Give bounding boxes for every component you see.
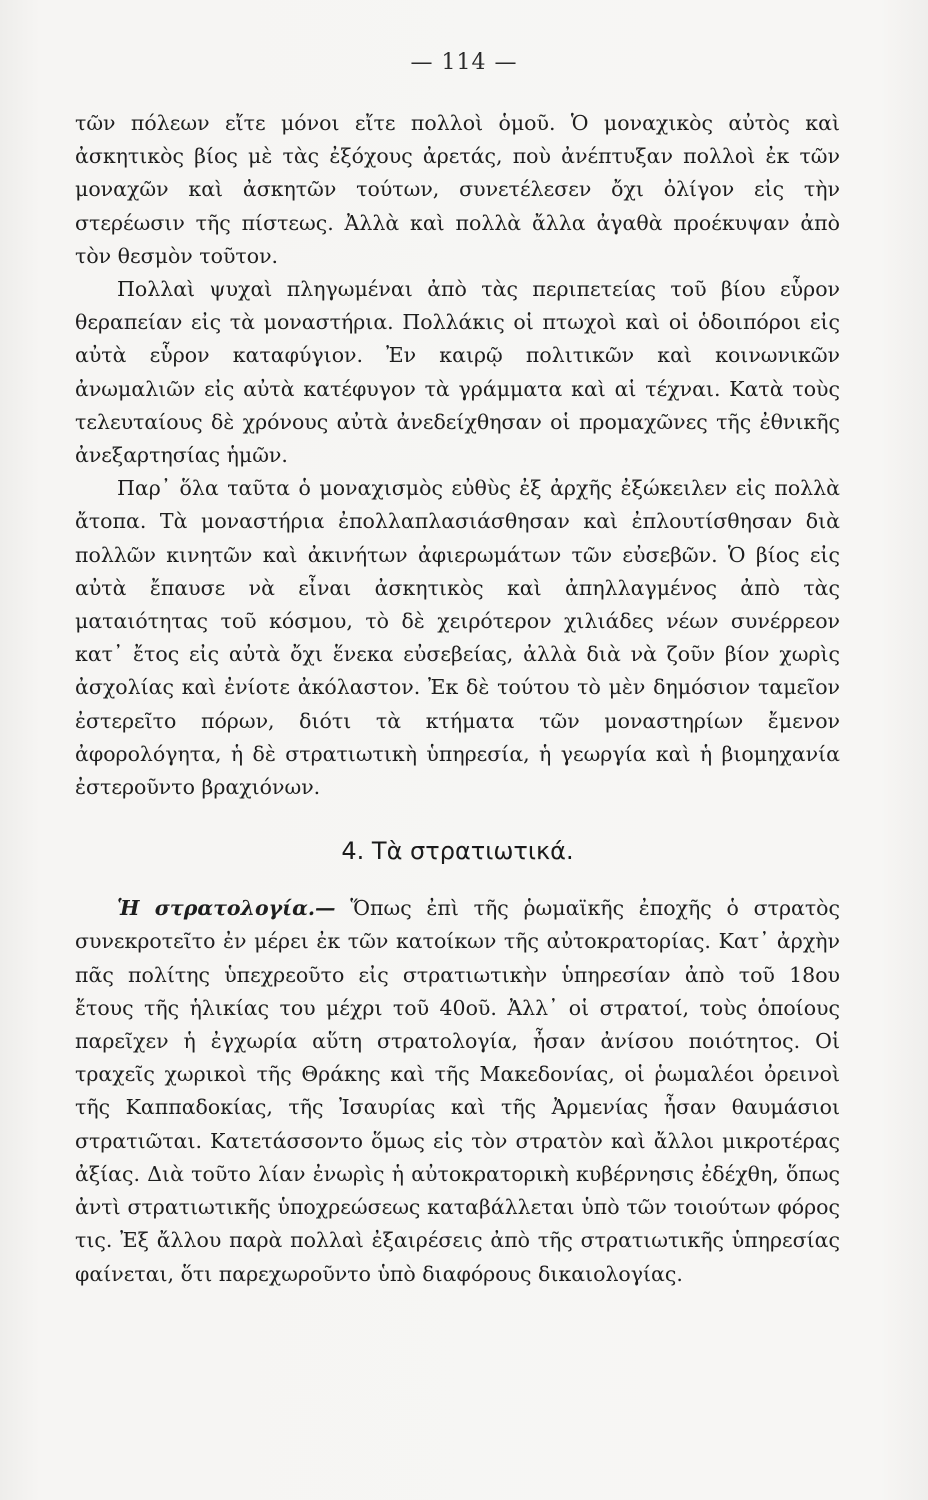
page-body — [75, 107, 840, 1291]
page-number: — 114 — — [410, 50, 518, 75]
subheading-conscription: Ἡ στρατολογία.— — [117, 896, 336, 921]
paragraph-continuation: τῶν πόλεων εἴτε μόνοι εἴτε πολλοὶ ὁμοῦ. Ὁ μοναχικὸς αὐτὸς καὶ ἀσκητικὸς βίος μὲ τὰς ἐξόχους ἀρετάς, ποὺ ἀνέπτυξαν πολλοὶ ἐκ τῶν μοναχῶν καὶ ἀσκητῶν τούτων, συνετέλεσεν ὄχι ὀλίγον εἰς τὴν στερέωσιν τῆς πίστεως. Ἀλλὰ καὶ πολλὰ ἄλλα ἀγαθὰ προέκυψαν ἀπὸ τὸν θεσμὸν τοῦτον. — [75, 111, 840, 268]
section-title: 4. Τὰ στρατιωτικά. — [341, 837, 574, 866]
paragraph-conscription — [75, 892, 840, 1290]
paragraph-monasticism-abuses: Παρ᾽ ὅλα ταῦτα ὁ μοναχισμὸς εὐθὺς ἐξ ἀρχῆς ἐξώκειλεν εἰς πολλὰ ἄτοπα. Τὰ μοναστήρια ἐπολλαπλασιάσθησαν καὶ ἐπλουτίσθησαν διὰ πολλῶν κινητῶν καὶ ἀκινήτων ἀφιερωμάτων τῶν εὐσεβῶν. Ὁ βίος εἰς αὐτὰ ἔπαυσε νὰ εἶναι ἀσκητικὸς καὶ ἀπηλλαγμένος ἀπὸ τὰς ματαιότητας τοῦ κόσμου, τὸ δὲ χειρότερον χιλιάδες νέων συνέρρεον κατ᾽ ἔτος εἰς αὐτὰ ὄχι ἕνεκα εὐσεβείας, ἀλλὰ διὰ νὰ ζοῦν βίον χωρὶς ἀσχολίας καὶ ἐνίοτε ἀκόλαστον. Ἐκ δὲ τούτου τὸ μὲν δημόσιον ταμεῖον ἐστερεῖτο πόρων, διότι τὰ κτήματα τῶν μοναστηρίων ἔμενον ἀφορολόγητα, ἡ δὲ στρατιωτικὴ ὑπηρεσία, ἡ γεωργία καὶ ἡ βιομηχανία ἐστεροῦντο βραχιόνων. — [75, 476, 840, 800]
paragraph-monasteries-benefits: Πολλαὶ ψυχαὶ πληγωμέναι ἀπὸ τὰς περιπετείας τοῦ βίου εὗρον θεραπείαν εἰς τὰ μοναστήρια. Πολλάκις οἱ πτωχοὶ καὶ οἱ ὁδοιπόροι εἰς αὐτὰ εὗρον καταφύγιον. Ἐν καιρῷ πολιτικῶν καὶ κοινωνικῶν ἀνωμαλιῶν εἰς αὐτὰ κατέφυγον τὰ γράμματα καὶ αἱ τέχναι. Κατὰ τοὺς τελευταίους δὲ χρόνους αὐτὰ ἀνεδείχθησαν οἱ προμαχῶνες τῆς ἐθνικῆς ἀνεξαρτησίας ἡμῶν. — [75, 277, 840, 468]
paragraph-conscription-text: Ὅπως ἐπὶ τῆς ῥωμαϊκῆς ἐποχῆς ὁ στρατὸς συνεκροτεῖτο ἐν μέρει ἐκ τῶν κατοίκων τῆς αὐτοκρατορίας. Κατ᾽ ἀρχὴν πᾶς πολίτης ὑπεχρεοῦτο εἰς στρατιωτικὴν ὑπηρεσίαν ἀπὸ τοῦ 18ου ἔτους τῆς ἡλικίας του μέχρι τοῦ 40οῦ. Ἀλλ᾽ οἱ στρατοί, τοὺς ὁποίους παρεῖχεν ἡ ἐγχωρία αὕτη στρατολογία, ἦσαν ἀνίσου ποιότητος. Οἱ τραχεῖς χωρικοὶ τῆς Θράκης καὶ τῆς Μακεδονίας, οἱ ῥωμαλέοι ὀρεινοὶ τῆς Καππαδοκίας, τῆς Ἰσαυρίας καὶ τῆς Ἀρμενίας ἦσαν θαυμάσιοι στρατιῶται. Κατετάσσοντο ὅμως εἰς τὸν στρατὸν καὶ ἄλλοι μικροτέρας ἀξίας. Διὰ τοῦτο λίαν ἐνωρὶς ἡ αὐτοκρατορικὴ κυβέρνησις ἐδέχθη, ὅπως ἀντὶ στρατιωτικῆς ὑποχρεώσεως καταβάλλεται ὑπὸ τῶν τοιούτων φόρος τις. Ἐξ ἄλλου παρὰ πολλαὶ ἐξαιρέσεις ἀπὸ τῆς στρατιωτικῆς ὑπηρεσίας φαίνεται, ὅτι παρεχωροῦντο ὑπὸ διαφόρους δικαιολογίας. — [75, 896, 841, 1286]
